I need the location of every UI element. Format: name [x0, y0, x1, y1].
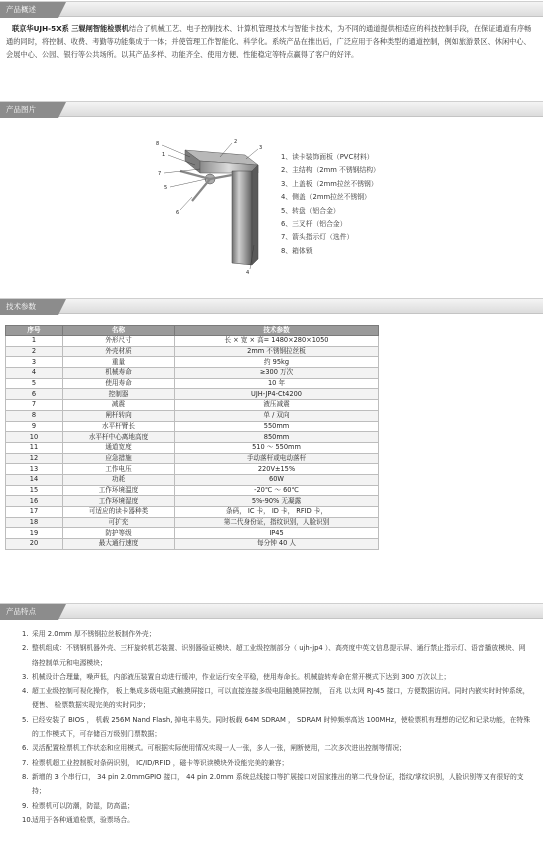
cell-value: 每分钟 40 人	[175, 539, 379, 550]
cell-value: 220V±15%	[175, 464, 379, 475]
overview-lead: 联京华UJH-5X系 三辊闸智能检票机	[12, 24, 129, 33]
list-item-number: 2.	[22, 644, 29, 653]
legend-item: 5、转盘（铝合金）	[281, 206, 340, 215]
table-row	[6, 485, 379, 496]
cell-name: 减震	[63, 400, 175, 411]
section-header-overview	[0, 1, 543, 17]
cell-index: 19	[6, 528, 63, 539]
list-item	[22, 813, 532, 827]
table-row	[6, 357, 379, 368]
list-item-number: 10.	[22, 815, 33, 824]
cell-index: 11	[6, 442, 63, 453]
callout-7: 7	[158, 171, 162, 177]
callout-4: 4	[246, 270, 250, 275]
list-item-number: 7.	[22, 758, 29, 767]
spec-table	[5, 325, 379, 550]
table-row	[6, 528, 379, 539]
table-row	[6, 368, 379, 379]
list-item	[22, 799, 532, 813]
cell-index: 16	[6, 496, 63, 507]
list-item-number: 5.	[22, 715, 29, 724]
cell-name: 工作电压	[63, 464, 175, 475]
cell-name: 应急措施	[63, 453, 175, 464]
cell-value: ≥300 万次	[175, 368, 379, 379]
list-item	[22, 627, 532, 641]
cell-value: IP45	[175, 528, 379, 539]
table-row	[6, 496, 379, 507]
legend-item: 2、主结构（2mm 不锈钢结构）	[281, 166, 380, 175]
cell-name: 最大通行速度	[63, 539, 175, 550]
cell-name: 控制器	[63, 389, 175, 400]
legend-item: 8、箱体锁	[281, 246, 313, 255]
section-title-params: 技术参数	[0, 299, 58, 315]
table-row	[6, 517, 379, 528]
callout-8: 8	[156, 141, 160, 147]
table-row	[6, 336, 379, 347]
legend-item: 6、三叉杆（铝合金）	[281, 220, 347, 229]
legend-item: 3、上盖板（2mm拉丝不锈钢）	[281, 179, 378, 188]
list-item-number: 8.	[22, 772, 29, 781]
table-row	[6, 421, 379, 432]
list-item-text: 适用于各种通道检票，验票场合。	[32, 815, 134, 824]
list-item	[22, 684, 532, 713]
cell-index: 14	[6, 474, 63, 485]
cell-index: 5	[6, 378, 63, 389]
spec-table-header-row	[6, 326, 379, 336]
table-row	[6, 507, 379, 518]
table-row	[6, 389, 379, 400]
legend-item: 1、读卡装饰面板（PVC材料）	[281, 153, 374, 161]
section-header-params	[0, 298, 543, 314]
callout-3: 3	[259, 145, 263, 151]
table-row	[6, 474, 379, 485]
cell-name: 闸杆转向	[63, 410, 175, 421]
list-item-number: 6.	[22, 744, 29, 753]
cell-index: 1	[6, 336, 63, 347]
cell-index: 3	[6, 357, 63, 368]
cell-name: 防护等级	[63, 528, 175, 539]
cell-value: 510 ～ 550mm	[175, 442, 379, 453]
callout-2: 2	[234, 139, 238, 145]
cell-index: 9	[6, 421, 63, 432]
table-row	[6, 453, 379, 464]
cell-name: 可适应的读卡器种类	[63, 507, 175, 518]
cell-value: 2mm 不锈钢拉丝板	[175, 346, 379, 357]
turnstile-product-image	[150, 135, 270, 275]
callout-1: 1	[162, 152, 166, 158]
cell-index: 20	[6, 539, 63, 550]
cell-name: 功耗	[63, 474, 175, 485]
overview-paragraph	[6, 22, 536, 61]
callout-5: 5	[164, 185, 168, 191]
cell-name: 水平杆臂长	[63, 421, 175, 432]
list-item	[22, 670, 532, 684]
cell-index: 15	[6, 485, 63, 496]
table-row	[6, 410, 379, 421]
table-row	[6, 539, 379, 550]
cell-index: 2	[6, 346, 63, 357]
cell-index: 7	[6, 400, 63, 411]
list-item-text: 检票机超工业控制板对条码识别， IC/ID/RFID ，磁卡等识读模块外设能完美的兼容；	[32, 758, 289, 767]
cell-index: 10	[6, 432, 63, 443]
list-item-number: 1.	[22, 630, 29, 638]
overview-text: 结合了机械工艺、电子控制技术、计算机管理技术与智能卡技术，为不同的通道提供相适应的科技控制手段，在保证通道有序畅通的同时，将控制、收费、考勤等功能集成于一体；并使管理工作智能化、科学化。系统产品在推出后，广泛应用于各种类型的通道控制，例如旅游景区、休闲中心、会展中心、公园、银行等公共场所。以其产品多样、功能齐全、使用方便、性能稳定等特点赢得了客户的好评。	[6, 24, 532, 59]
header-index: 序号	[6, 326, 63, 336]
table-row	[6, 400, 379, 411]
tripod-arm	[192, 179, 210, 201]
section-header-images	[0, 101, 543, 117]
cell-name: 工作环境湿度	[63, 496, 175, 507]
cell-value: 550mm	[175, 421, 379, 432]
legend-item: 7、箭头指示灯（选件）	[281, 233, 354, 242]
cell-name: 机械寿命	[63, 368, 175, 379]
list-item	[22, 713, 532, 742]
list-item	[22, 756, 532, 770]
list-item-number: 3.	[22, 672, 29, 681]
cell-value: 条码， IC 卡， ID 卡， RFID 卡，	[175, 507, 379, 518]
cell-value: 手动落杆或电动落杆	[175, 453, 379, 464]
cell-value: 液压减震	[175, 400, 379, 411]
header-value: 技术参数	[175, 326, 379, 336]
side-cover	[252, 165, 258, 265]
cell-value: 60W	[175, 474, 379, 485]
section-title-features: 产品特点	[0, 604, 58, 620]
table-row	[6, 378, 379, 389]
list-item-text: 检票机可以防潮，防湿，防高温；	[32, 801, 134, 810]
component-legend	[281, 151, 380, 258]
cell-value: 10 年	[175, 378, 379, 389]
cell-value: -20℃ ～ 60℃	[175, 485, 379, 496]
cell-name: 使用寿命	[63, 378, 175, 389]
section-title-images: 产品图片	[0, 102, 58, 118]
cell-value: 5%-90% 无凝露	[175, 496, 379, 507]
cell-index: 4	[6, 368, 63, 379]
cell-value: 约 95kg	[175, 357, 379, 368]
cell-name: 外壳材质	[63, 346, 175, 357]
cell-name: 水平杆中心离地高度	[63, 432, 175, 443]
table-row	[6, 464, 379, 475]
cell-name: 外形尺寸	[63, 336, 175, 347]
table-row	[6, 432, 379, 443]
header-name: 名称	[63, 326, 175, 336]
cell-name: 重量	[63, 357, 175, 368]
list-item	[22, 741, 532, 755]
callout-6: 6	[176, 210, 180, 216]
cell-value: 长 × 宽 × 高= 1480×280×1050	[175, 336, 379, 347]
cell-value: 第二代身份证，指纹识别，人脸识别	[175, 517, 379, 528]
list-item-number: 4.	[22, 687, 29, 696]
list-item-text: 机械设计合理量，噪声低，内部液压装置自动进行缓冲，作业运行安全平稳，使用寿命长。机械旋转寿命在常开模式下达到 300 万次以上；	[32, 672, 451, 681]
cell-name: 通道宽度	[63, 442, 175, 453]
list-item-text: 采用 2.0mm 厚不锈钢拉丝板制作外壳；	[32, 630, 156, 638]
cell-index: 6	[6, 389, 63, 400]
feature-list	[22, 627, 532, 827]
table-row	[6, 346, 379, 357]
list-item-text: 已经安装了 BIOS ， 机载 256M Nand Flash, 掉电丰易失。同时板载 64M SDRAM ， SDRAM 时钟频率高达 100MHz，使检票机有理想的记忆和记录功能，在特殊的工作模式下，可存储百万级别门票数据；	[32, 715, 531, 739]
list-item-number: 9.	[22, 801, 29, 810]
cell-value: 单 / 双向	[175, 410, 379, 421]
cell-value: UJH-JP4-Ct4200	[175, 389, 379, 400]
list-item	[22, 641, 532, 670]
table-row	[6, 442, 379, 453]
cell-index: 12	[6, 453, 63, 464]
cell-value: 850mm	[175, 432, 379, 443]
list-item-text: 超工业级控制可视化操作， 板上集成多级电阻式触摸屏接口，可以直接连接多级电阻触摸屏控制， 百兆 以太网 RJ-45 接口，方便数据访问。同时内嵌实时时钟系统，便售、 检票数据实现完美的实时同步；	[32, 687, 530, 710]
legend-item: 4、侧盖（2mm拉丝不锈钢）	[281, 193, 371, 202]
cell-index: 18	[6, 517, 63, 528]
list-item-text: 灵活配置检票机工作状态和应用模式。可根据实际使用情况实现一人一张，多人一张，闸断使用，二次多次进出控制等情况；	[32, 744, 406, 753]
cell-name: 可扩充	[63, 517, 175, 528]
list-item-text: 新增的 3 个串行口， 34 pin 2.0mmGPIO 接口， 44 pin 2.0mm 系统总线接口等扩展接口对国家推出的第二代身份证，指纹/掌纹识别，人脸识别等又有很好的支持；	[32, 772, 524, 796]
cabinet-body	[232, 171, 252, 265]
cell-index: 8	[6, 410, 63, 421]
section-header-features	[0, 603, 543, 619]
list-item	[22, 770, 532, 799]
cell-name: 工作环境温度	[63, 485, 175, 496]
list-item-text: 整机组成：不锈钢机器外壳、三杆旋转机芯装置、识别器验证模块、超工业级控制部分（ ujh-jp4 ）、高亮度中英文信息提示屏、通行禁止指示灯、语音播放模块、网络控制单元和电源模块；	[32, 644, 526, 667]
cell-index: 13	[6, 464, 63, 475]
section-title-overview: 产品概述	[0, 2, 58, 18]
cell-index: 17	[6, 507, 63, 518]
